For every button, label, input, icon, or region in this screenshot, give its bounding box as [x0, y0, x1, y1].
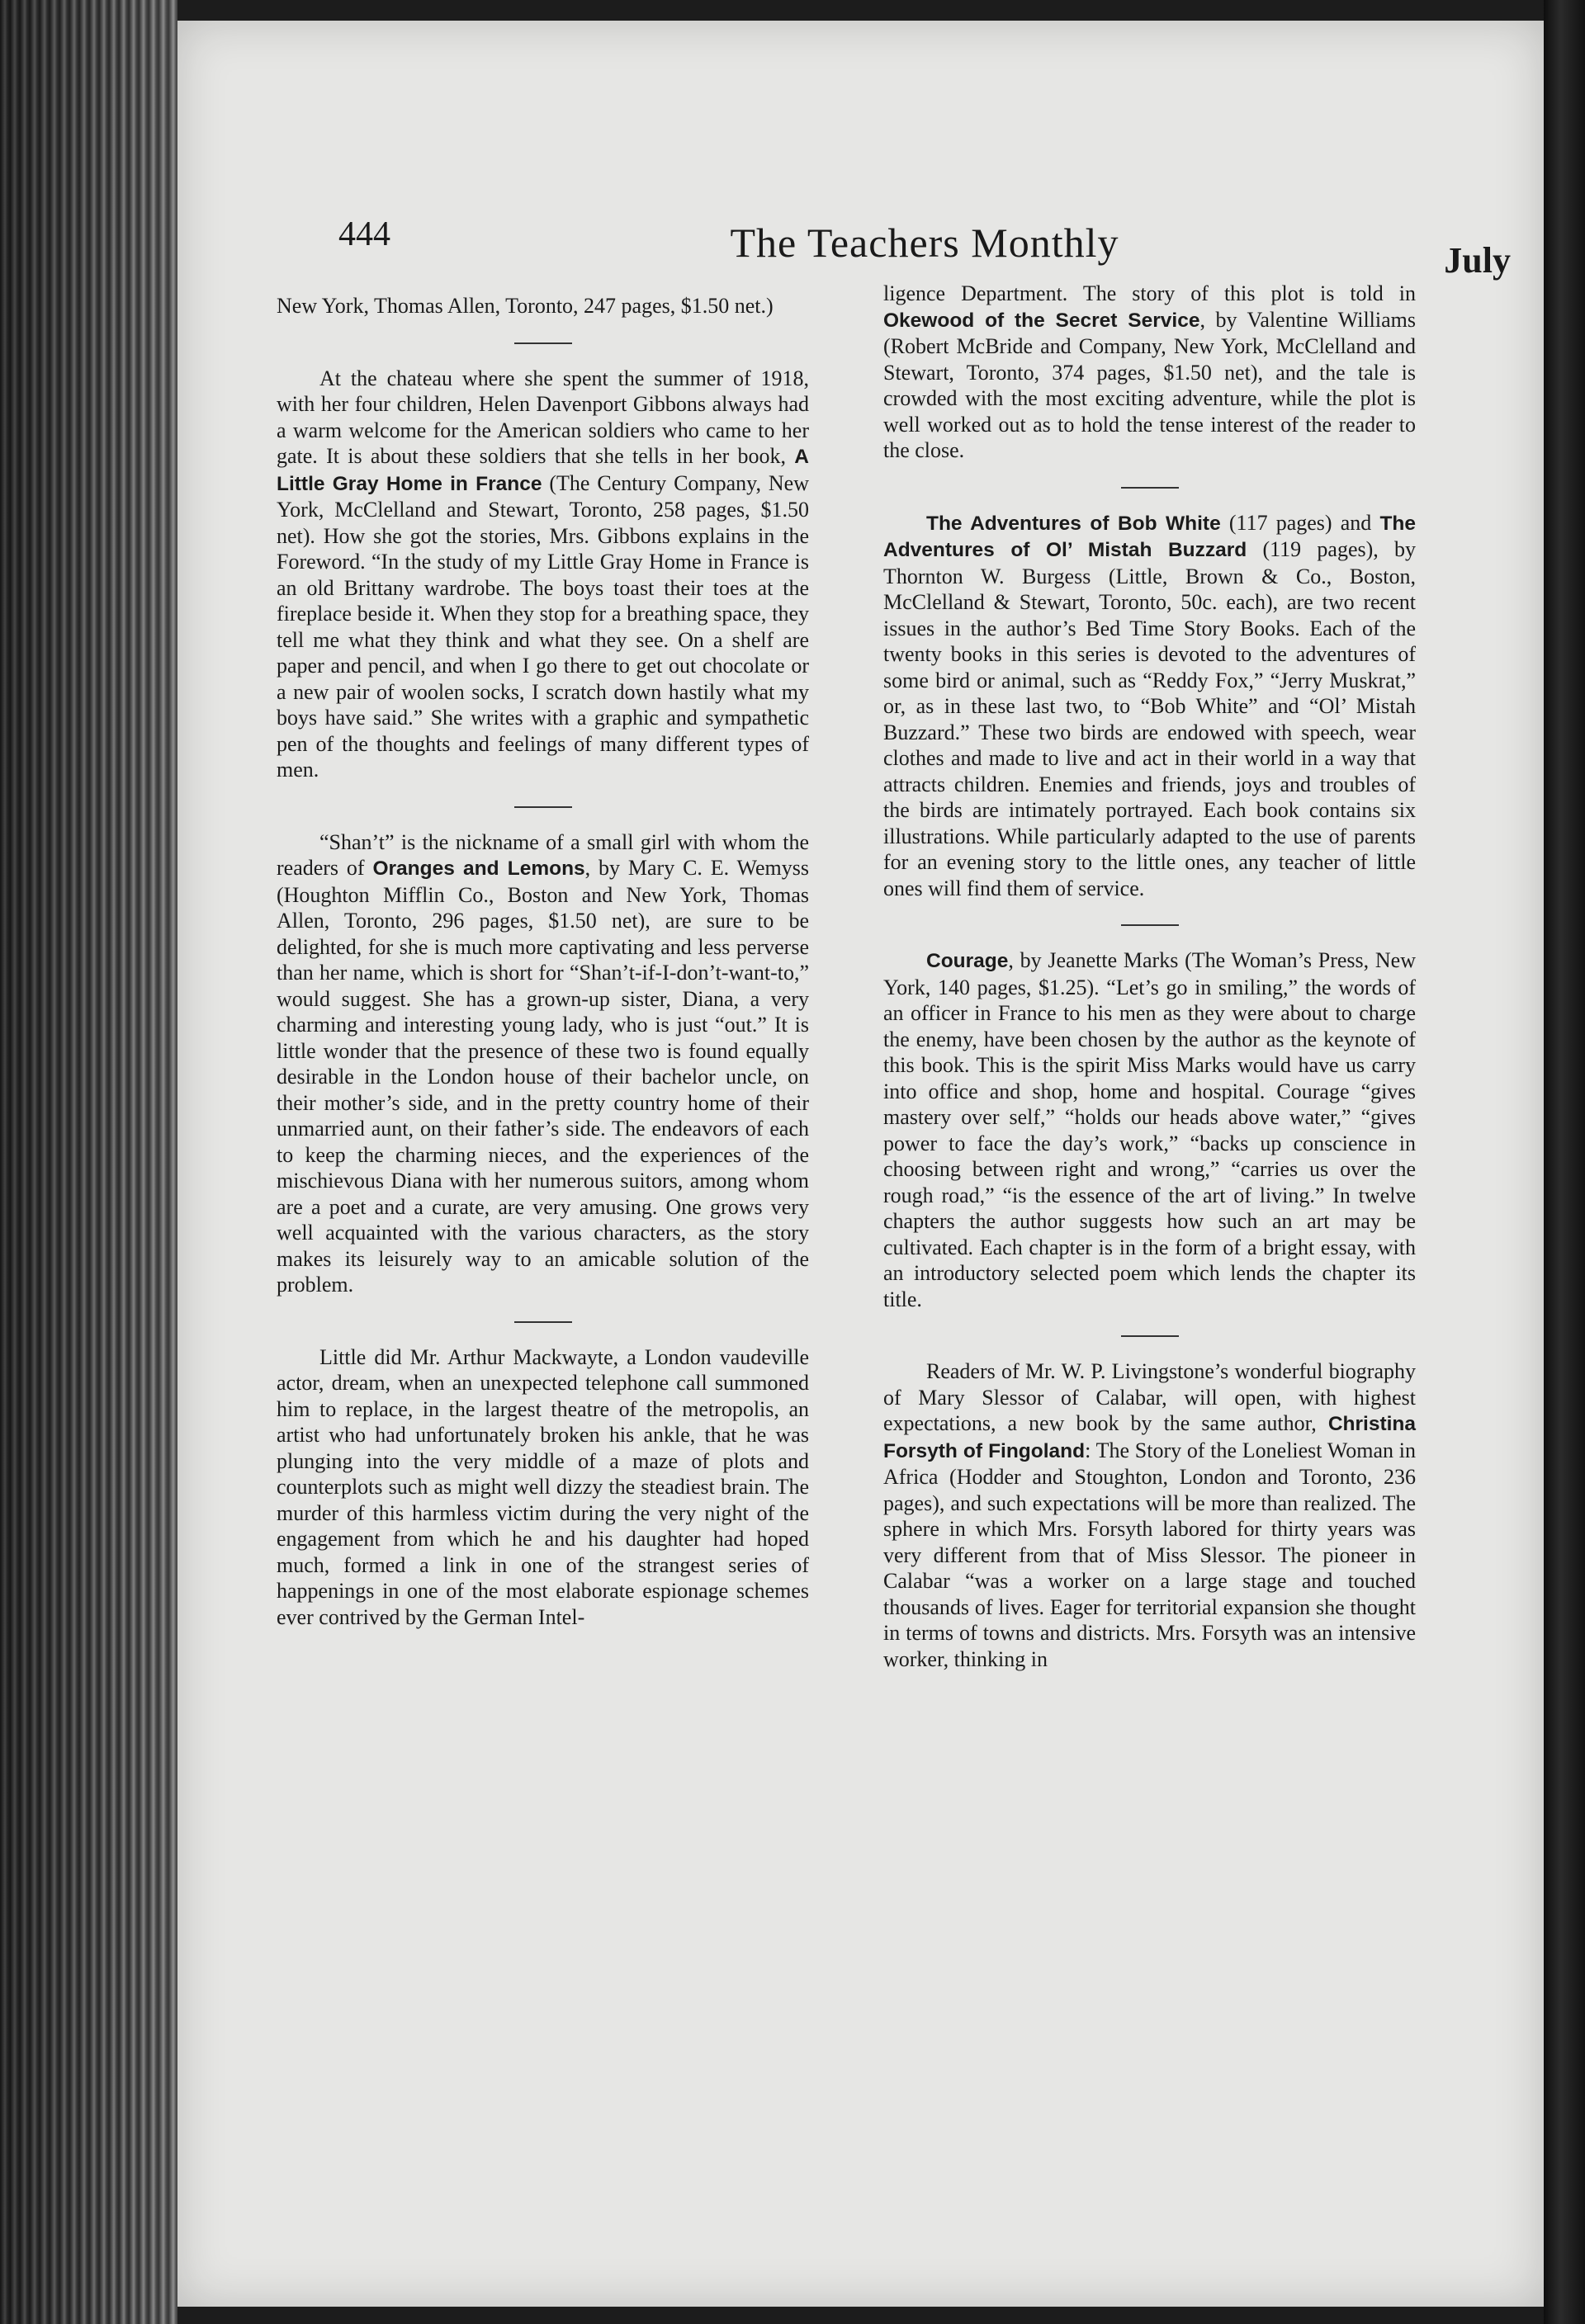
- page-number: 444: [338, 215, 390, 253]
- section-divider: [514, 806, 572, 808]
- paragraph-continued: [277, 293, 809, 319]
- left-column: [277, 293, 809, 1630]
- book-title: A Little Gray Home in France: [277, 446, 809, 495]
- paragraph-text: Readers of Mr. W. P. Livingstone’s wonderful biography of Mary Slessor of Calabar, will open, with highest expectations, a new book by the same author,: [883, 1359, 1416, 1435]
- book-binding-edge: [0, 0, 177, 2324]
- section-divider: [1121, 487, 1179, 489]
- paragraph-text: , by Jeanette Marks (The Woman’s Press, New York, 140 pages, $1.25). “Let’s go in smiling,” the words of an officer in France to his men as they were about to charge the enemy, have been chosen by the author as the keynote of this book. This is the spirit Miss Marks would have us carry into office and shop, home and hospital. Courage “gives mastery over self,” “holds our heads above water,” “gives power to face the day’s work,” “backs up conscience in choosing between right and wrong,” “carries us over the rough road,” “is the essence of the art of living.” In twelve chapters the author suggests how such an art may be cultivated. Each chapter is in the form of a bright essay, with an introductory selected poem which lends the chapter its title.: [883, 948, 1416, 1311]
- review-little-gray-home: [277, 366, 809, 783]
- paragraph-text: , by Valentine Williams (Robert McBride and Company, New York, McClelland and Stewart, Toronto, 374 pages, $1.50 net), and the tale is crowded with the most exciting adventure, while the plot is well worked out as to hold the tense interest of the reader to the close.: [883, 307, 1416, 462]
- book-title: Christina Forsyth of Fingoland: [883, 1413, 1416, 1462]
- section-divider: [514, 342, 572, 344]
- paragraph-text: At the chateau where she spent the summer of 1918, with her four children, Helen Davenport Gibbons always had a warm welcome for the American soldiers who came to her gate. It is about these soldiers that she tells in her book,: [277, 366, 809, 468]
- paragraph-text: Little did Mr. Arthur Mackwayte, a London vaudeville actor, dream, when an unexpected telephone call summoned him to replace, in the largest theatre of the metropolis, an artist who had unfortunately broken his ankle, that he was plunging into the very middle of a maze of plots and counterplots such as might well dizzy the steadiest brain. The murder of this harmless victim during the very night of the engagement from which he and his daughter had hoped much, formed a link in one of the strangest series of happenings in one of the most elaborate espionage schemes ever contrived by the German Intel-: [277, 1344, 809, 1629]
- section-divider: [1121, 924, 1179, 926]
- paragraph-text: : The Story of the Loneliest Woman in Africa (Hodder and Stoughton, London and Toronto, 236 pages), and such expectations will be more than realized. The sphere in which Mrs. Forsyth labored for thirty years was very different from that of Miss Slessor. The pioneer in Calabar “was a worker on a large stage and touched thousands of lives. Eager for territorial expansion she thought in terms of towns and districts. Mrs. Forsyth was an intensive worker, thinking in: [883, 1438, 1416, 1671]
- page-header: [338, 194, 1511, 285]
- book-title: The Adventures of Bob White: [926, 512, 1221, 535]
- section-divider: [514, 1321, 572, 1323]
- paragraph-text: , by Mary C. E. Wemyss (Houghton Mifflin Co., Boston and New York, Thomas Allen, Toronto, 296 pages, $1.50 net), are sure to be delighted, for she is much more captivating and less perverse than her name, which is short for “Shan’t-if-I-don’t-want-to,” would suggest. She has a grown-up sister, Diana, a very charming and interesting young lady, who is just “out.” It is little wonder that the presence of these two is found equally desirable in the London house of their bachelor uncle, on their mother’s side, and in the pretty country home of their unmarried aunt, on their father’s side. The endeavors of each to keep the charming nieces, and the experiences of the mischievous Diana with her numerous suitors, among whom are a poet and a curate, are very amusing. One grows very well acquainted with the various characters, as the story makes its leisurely way to an amicable solution of the problem.: [277, 856, 809, 1297]
- review-okewood-start: [277, 1344, 809, 1631]
- book-title: Courage: [926, 950, 1009, 972]
- book-right-edge: [1544, 0, 1585, 2324]
- book-title: Oranges and Lemons: [372, 857, 585, 880]
- right-column: [883, 281, 1416, 1672]
- book-title: The Adventures of Ol’ Mistah Buzzard: [883, 512, 1416, 561]
- review-okewood-continued: [883, 281, 1416, 464]
- paragraph-text: (119 pages), by Thornton W. Burgess (Little, Brown & Co., Boston, McClelland & Stewart, Toronto, 50c. each), are two recent issues in the author’s Bed Time Story Books. Each of the twenty books in this series is devoted to the adventures of some bird or animal, such as “Reddy Fox,” “Jerry Muskrat,” or, as in these last two, to “Bob White” and “Ol’ Mistah Buzzard.” These two birds are endowed with speech, wear clothes and made to live and act in their world in a way that attracts children. Enemies and friends, joys and troubles of the birds are intimately portrayed. Each book contains six illustrations. While particularly adapted to the use of parents for an evening story to the little ones, any teacher of little ones will find them of service.: [883, 537, 1416, 900]
- paragraph-text: “Shan’t” is the nickname of a small girl with whom the readers of: [277, 829, 809, 880]
- issue-month: July: [1444, 240, 1511, 281]
- running-title: The Teachers Monthly: [730, 220, 1119, 266]
- paragraph-text: (The Century Company, New York, McClelland and Stewart, Toronto, 258 pages, $1.50 net). How she got the stories, Mrs. Gibbons explains in the Foreword. “In the study of my Little Gray Home in France is an old Brittany wardrobe. The boys toast their toes at the fireplace beside it. When they stop for a breathing space, they tell me what they think and what they see. On a shelf are paper and pencil, and when I go there to get out chocolate or a new pair of woolen socks, I scratch down hastily what my boys have said.” She writes with a graphic and sympathetic pen of the thoughts and feelings of many different types of men.: [277, 470, 810, 782]
- section-divider: [1121, 1335, 1179, 1337]
- review-oranges-and-lemons: [277, 829, 809, 1298]
- paragraph-text: (117 pages) and: [1220, 510, 1380, 535]
- book-title: Okewood of the Secret Service: [883, 309, 1200, 332]
- review-christina-forsyth: [883, 1358, 1416, 1672]
- review-courage: [883, 947, 1416, 1312]
- paragraph-text: New York, Thomas Allen, Toronto, 247 pages, $1.50 net.): [277, 294, 774, 318]
- review-bob-white: [883, 510, 1416, 902]
- page: [177, 21, 1544, 2307]
- paragraph-text: ligence Department. The story of this plot is told in: [883, 281, 1416, 305]
